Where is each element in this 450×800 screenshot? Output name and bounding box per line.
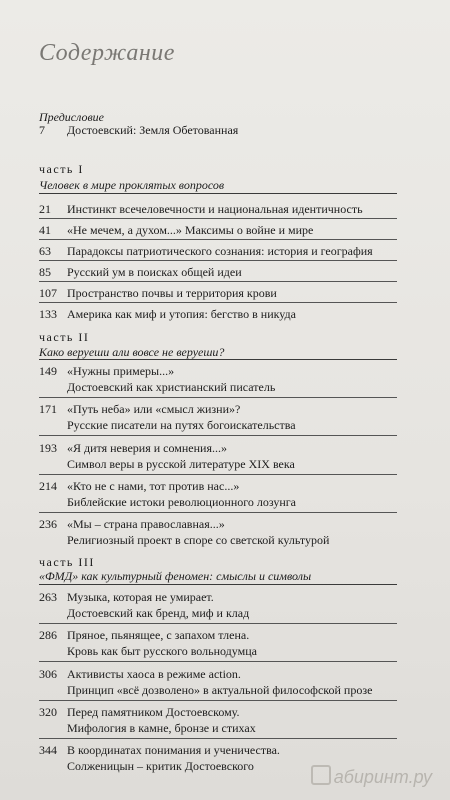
part-label: часть I — [39, 162, 84, 176]
entry-divider — [39, 661, 397, 662]
entry-divider — [39, 239, 397, 240]
toc-entry-line: Активисты хаоса в режиме action. — [67, 667, 241, 681]
entry-divider — [39, 281, 397, 282]
toc-entry-page: 286 — [39, 628, 57, 642]
entry-divider — [39, 700, 397, 701]
toc-entry-line: «Путь неба» или «смысл жизни»? — [67, 402, 241, 416]
toc-entry-line: Пряное, пьянящее, с запахом тлена. — [67, 628, 250, 642]
toc-entry-line: Перед памятником Достоевскому. — [67, 705, 240, 719]
toc-entry-page: 133 — [39, 307, 57, 321]
toc-entry-line: Принцип «всё дозволено» в актуальной философской прозе — [67, 683, 373, 697]
toc-entry-line: «Мы – страна православная...» — [67, 517, 225, 531]
toc-entry-line: В координатах понимания и ученичества. — [67, 743, 280, 757]
toc-entry-page: 41 — [39, 223, 51, 237]
toc-entry-line: «Нужны примеры...» — [67, 364, 175, 378]
toc-entry-line: Символ веры в русской литературе XIX века — [67, 457, 295, 471]
watermark — [311, 765, 432, 788]
part-rule — [39, 584, 397, 585]
toc-entry-page: 171 — [39, 402, 57, 416]
entry-divider — [39, 302, 397, 303]
watermark-text: абиринт.ру — [333, 767, 432, 787]
entry-divider — [39, 435, 397, 436]
entry-divider — [39, 738, 397, 739]
toc-entry-line: «Кто не с нами, тот против нас...» — [67, 479, 240, 493]
part-label: часть III — [39, 555, 95, 569]
entry-divider — [39, 260, 397, 261]
toc-entry-page: 236 — [39, 517, 57, 531]
toc-entry-line: Музыка, которая не умирает. — [67, 590, 214, 604]
part-title: Како веруеши али вовсе не веруеши? — [39, 345, 225, 359]
toc-entry-line: Инстинкт всечеловечности и национальная идентичность — [67, 202, 363, 216]
part-rule — [39, 359, 397, 360]
toc-entry-text — [67, 122, 238, 138]
entry-divider — [39, 623, 397, 624]
toc-entry-line: Библейские истоки революционного лозунга — [67, 495, 297, 509]
page-heading: Содержание — [39, 40, 175, 66]
toc-entry-line: «Я дитя неверия и сомнения...» — [67, 441, 227, 455]
part-title: Человек в мире проклятых вопросов — [39, 178, 225, 192]
toc-entry-line: Америка как миф и утопия: бегство в никуда — [67, 307, 296, 321]
toc-entry-page: 263 — [39, 590, 57, 604]
toc-entry-line: Русский ум в поисках общей идеи — [67, 265, 242, 279]
part-title: «ФМД» как культурный феномен: смыслы и символы — [39, 569, 312, 583]
toc-entry-line: Кровь как быт русского вольнодумца — [67, 644, 257, 658]
toc-entry-page: 7 — [39, 123, 45, 137]
toc-entry-page: 320 — [39, 705, 57, 719]
toc-entry-line: Парадоксы патриотического сознания: история и география — [67, 244, 373, 258]
entry-divider — [39, 397, 397, 398]
toc-entry-line: «Не мечем, а духом...» Максимы о войне и мире — [67, 223, 314, 237]
labyrinth-logo-icon — [311, 765, 331, 785]
entry-divider — [39, 218, 397, 219]
preface-label: Предисловие — [39, 110, 105, 124]
toc-entry-page: 214 — [39, 479, 57, 493]
toc-entry-page: 85 — [39, 265, 51, 279]
toc-entry-page: 63 — [39, 244, 51, 258]
entry-divider — [39, 474, 397, 475]
toc-entry-page: 149 — [39, 364, 57, 378]
toc-entry-line: Религиозный проект в споре со светской культурой — [67, 533, 330, 547]
toc-entry-line: Достоевский как христианский писатель — [67, 380, 276, 394]
part-rule — [39, 193, 397, 194]
toc-entry-line: Солженицын – критик Достоевского — [67, 759, 254, 773]
toc-entry-line: Русские писатели на путях богоискательства — [67, 418, 296, 432]
toc-entry-line: Достоевский: Земля Обетованная — [67, 123, 239, 137]
toc-entry-line: Достоевский как бренд, миф и клад — [67, 606, 250, 620]
toc-entry-page: 306 — [39, 667, 57, 681]
toc-entry-line: Мифология в камне, бронзе и стихах — [67, 721, 256, 735]
toc-entry-line: Пространство почвы и территория крови — [67, 286, 277, 300]
toc-entry-page: 21 — [39, 202, 51, 216]
entry-divider — [39, 512, 397, 513]
toc-entry-page: 193 — [39, 441, 57, 455]
toc-entry-page: 107 — [39, 286, 57, 300]
part-label: часть II — [39, 330, 90, 344]
toc-entry-page: 344 — [39, 743, 57, 757]
